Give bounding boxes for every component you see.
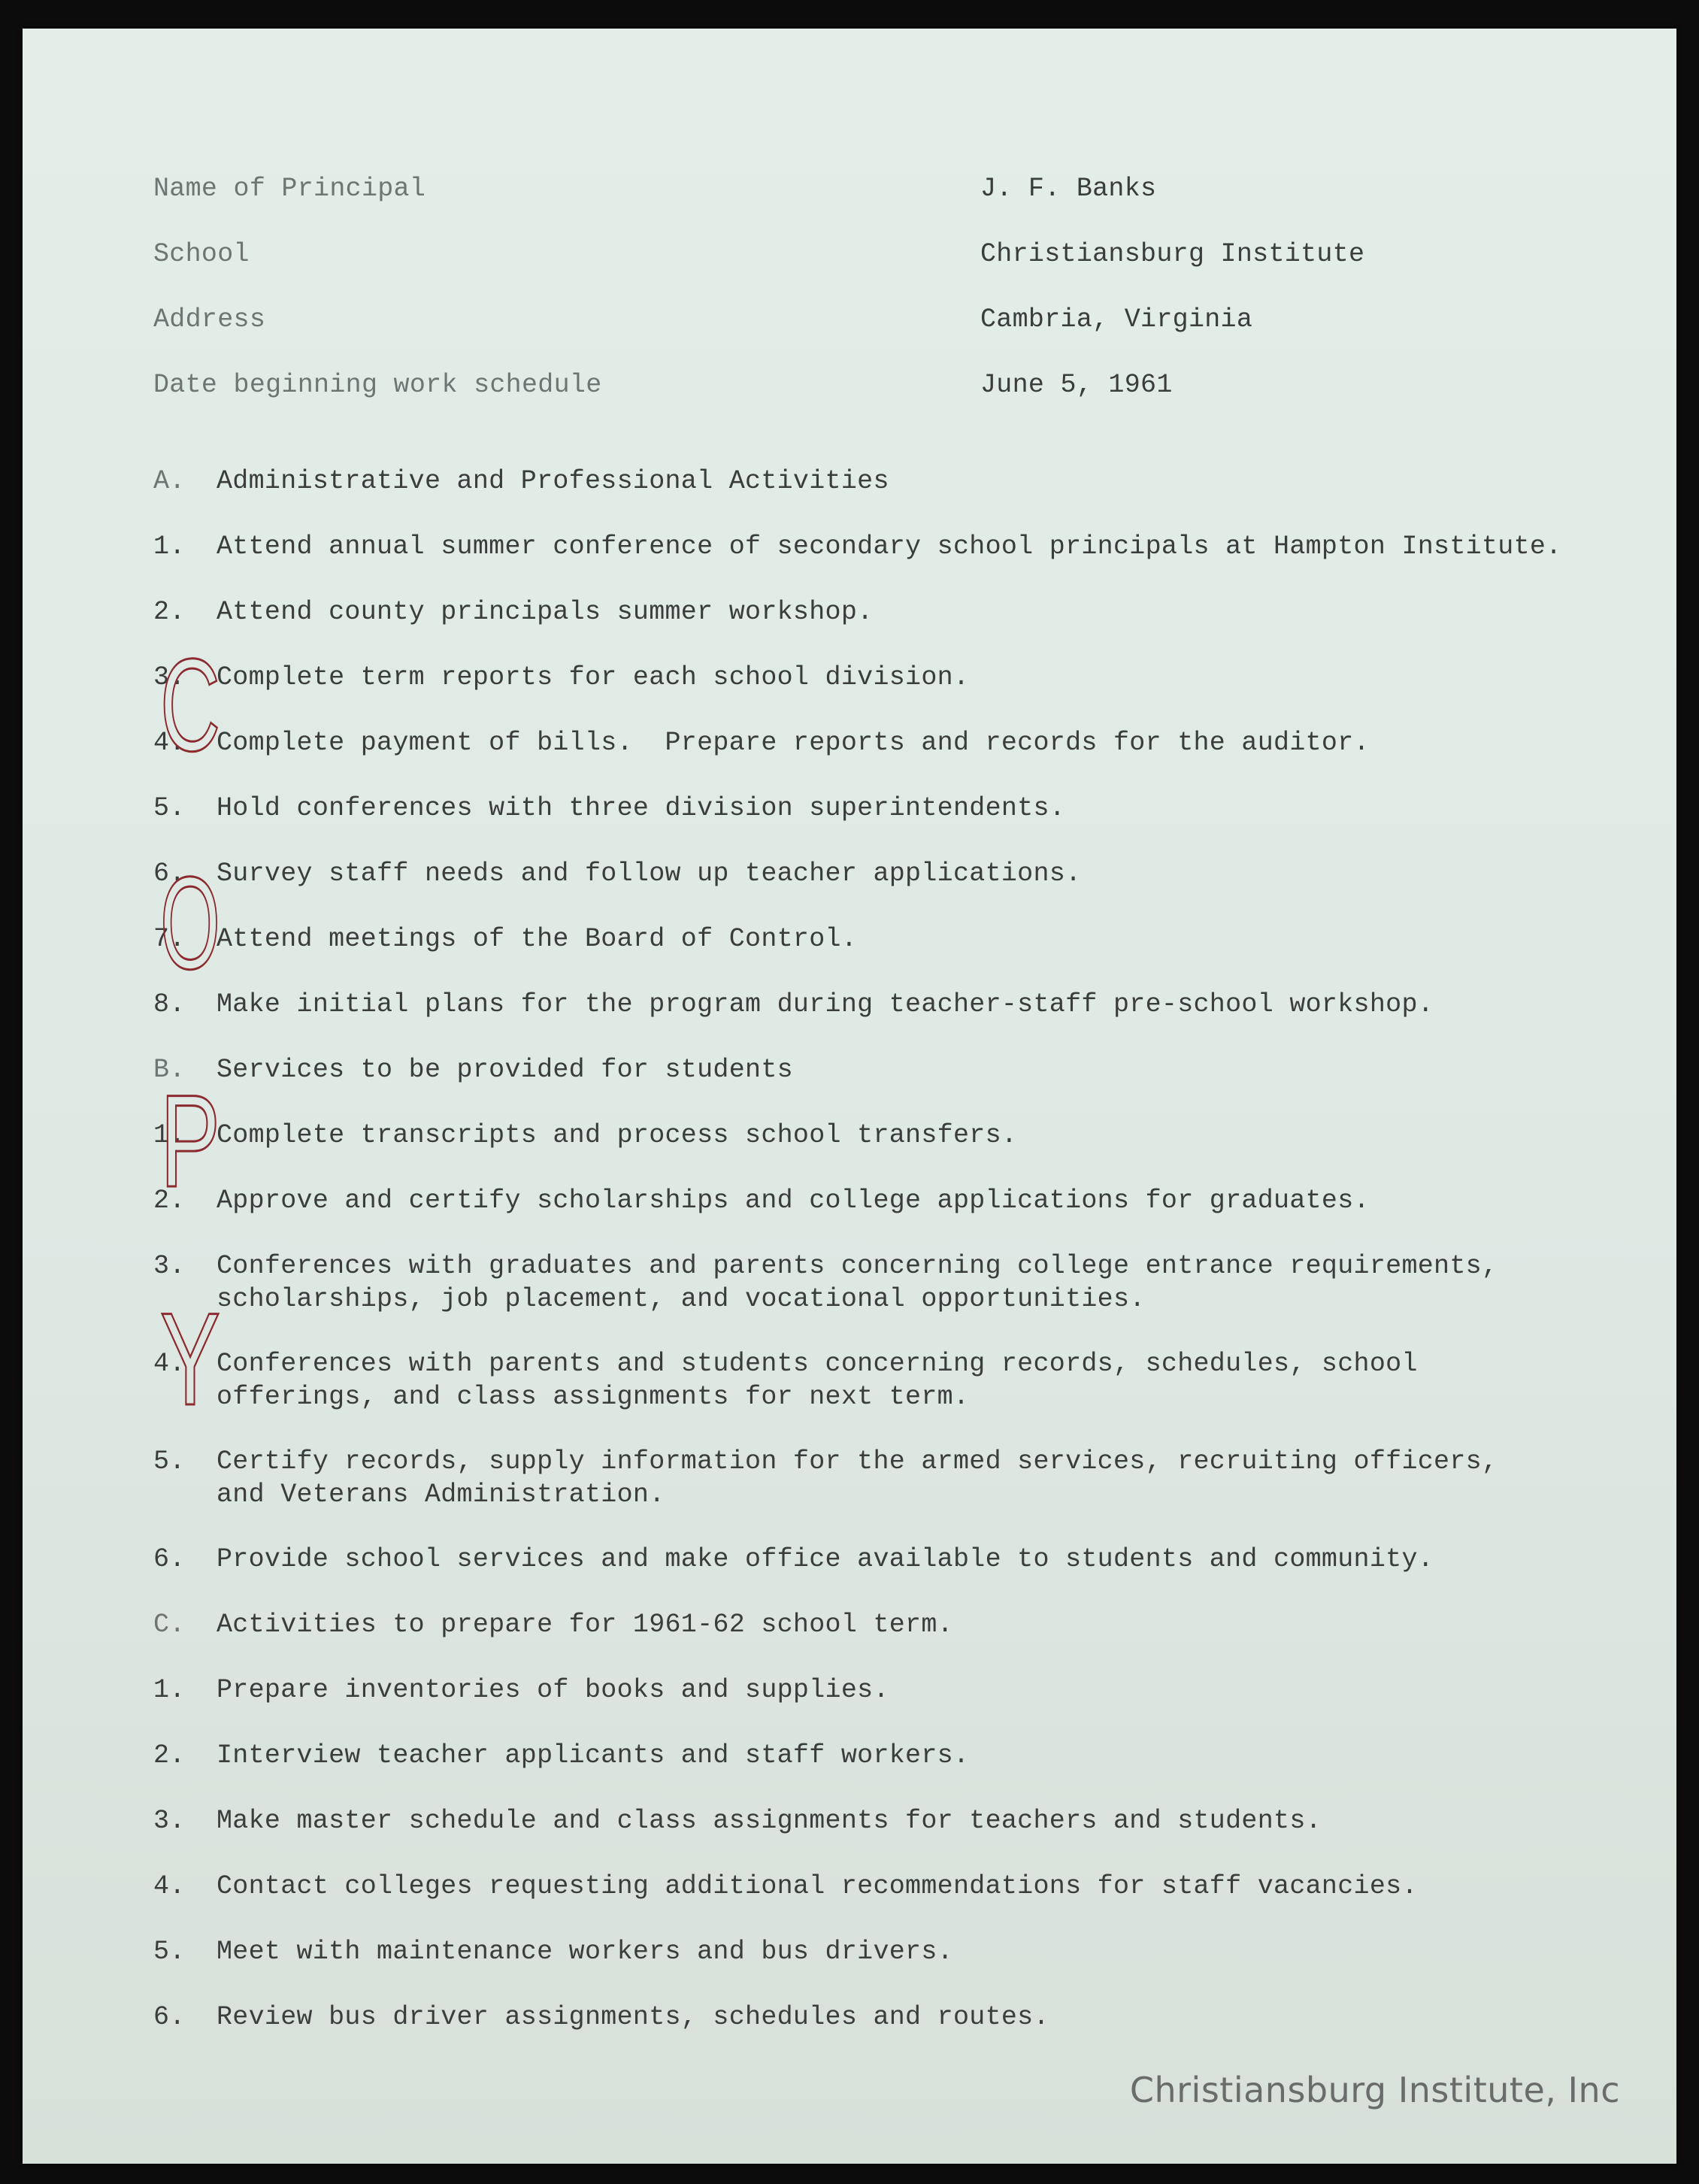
- item-number: 5.: [153, 1446, 186, 1477]
- item-text: Review bus driver assignments, schedules and routes.: [217, 2002, 1049, 2032]
- item-text: Approve and certify scholarships and college applications for graduates.: [217, 1186, 1370, 1216]
- item-text: Certify records, supply information for the armed services, recruiting officers,: [217, 1446, 1498, 1477]
- item-number: 3.: [153, 1806, 186, 1836]
- item-number: 5.: [153, 793, 186, 823]
- item-text: Prepare inventories of books and supplies.: [217, 1675, 889, 1705]
- item-number: 2.: [153, 597, 186, 627]
- header-value-principal: J. F. Banks: [980, 174, 1157, 204]
- item-number: 6.: [153, 2002, 186, 2032]
- header-label-principal: Name of Principal: [153, 174, 426, 204]
- item-number: 4.: [153, 1349, 186, 1379]
- item-number: 5.: [153, 1937, 186, 1967]
- item-text: Complete term reports for each school division.: [217, 662, 970, 692]
- item-text: Conferences with graduates and parents concerning college entrance requirements,: [217, 1251, 1498, 1281]
- item-number: 1.: [153, 1120, 186, 1150]
- item-number: 3.: [153, 662, 186, 692]
- item-text: Attend meetings of the Board of Control.: [217, 924, 858, 954]
- header-value-address: Cambria, Virginia: [980, 304, 1253, 335]
- item-text: Complete transcripts and process school transfers.: [217, 1120, 1018, 1150]
- stamp-letter: C: [160, 638, 220, 779]
- section-a-title: Administrative and Professional Activities: [217, 466, 889, 496]
- item-number: 3.: [153, 1251, 186, 1281]
- copy-stamp: [147, 638, 237, 1495]
- item-number: 1.: [153, 1675, 186, 1705]
- section-c-title: Activities to prepare for 1961-62 school term.: [217, 1610, 953, 1640]
- item-text: Contact colleges requesting additional recommendations for staff vacancies.: [217, 1871, 1418, 1901]
- archive-watermark: Christiansburg Institute, Inc: [1129, 2070, 1620, 2110]
- item-number: 8.: [153, 989, 186, 1019]
- item-number: 4.: [153, 1871, 186, 1901]
- item-text-continued: and Veterans Administration.: [217, 1480, 665, 1510]
- item-text: Hold conferences with three division superintendents.: [217, 793, 1066, 823]
- item-number: 2.: [153, 1186, 186, 1216]
- header-value-date: June 5, 1961: [980, 370, 1173, 400]
- document-page: [23, 29, 1676, 2164]
- item-number: 6.: [153, 1544, 186, 1574]
- section-b-marker: B.: [153, 1055, 186, 1085]
- item-text-continued: scholarships, job placement, and vocational opportunities.: [217, 1284, 1146, 1314]
- item-number: 7.: [153, 924, 186, 954]
- section-b-title: Services to be provided for students: [217, 1055, 793, 1085]
- item-number: 6.: [153, 859, 186, 889]
- stamp-letter: Y: [160, 1286, 220, 1433]
- item-number: 2.: [153, 1740, 186, 1771]
- item-text: Make initial plans for the program during teacher-staff pre-school workshop.: [217, 989, 1434, 1019]
- section-a-marker: A.: [153, 466, 186, 496]
- header-label-date: Date beginning work schedule: [153, 370, 602, 400]
- item-text: Complete payment of bills. Prepare reports and records for the auditor.: [217, 728, 1370, 758]
- section-c-marker: C.: [153, 1610, 186, 1640]
- item-text: Attend annual summer conference of secondary school principals at Hampton Institute.: [217, 532, 1562, 562]
- stamp-letter: P: [160, 1068, 220, 1215]
- stamp-letter: O: [160, 850, 220, 997]
- item-text-continued: offerings, and class assignments for next term.: [217, 1382, 970, 1412]
- item-text: Interview teacher applicants and staff workers.: [217, 1740, 970, 1771]
- item-text: Provide school services and make office available to students and community.: [217, 1544, 1434, 1574]
- item-text: Make master schedule and class assignments for teachers and students.: [217, 1806, 1322, 1836]
- item-number: 1.: [153, 532, 186, 562]
- item-text: Conferences with parents and students concerning records, schedules, school: [217, 1349, 1418, 1379]
- item-number: 4.: [153, 728, 186, 758]
- item-text: Survey staff needs and follow up teacher applications.: [217, 859, 1082, 889]
- header-label-address: Address: [153, 304, 266, 335]
- item-text: Meet with maintenance workers and bus drivers.: [217, 1937, 953, 1967]
- header-label-school: School: [153, 239, 250, 269]
- item-text: Attend county principals summer workshop.: [217, 597, 874, 627]
- header-value-school: Christiansburg Institute: [980, 239, 1365, 269]
